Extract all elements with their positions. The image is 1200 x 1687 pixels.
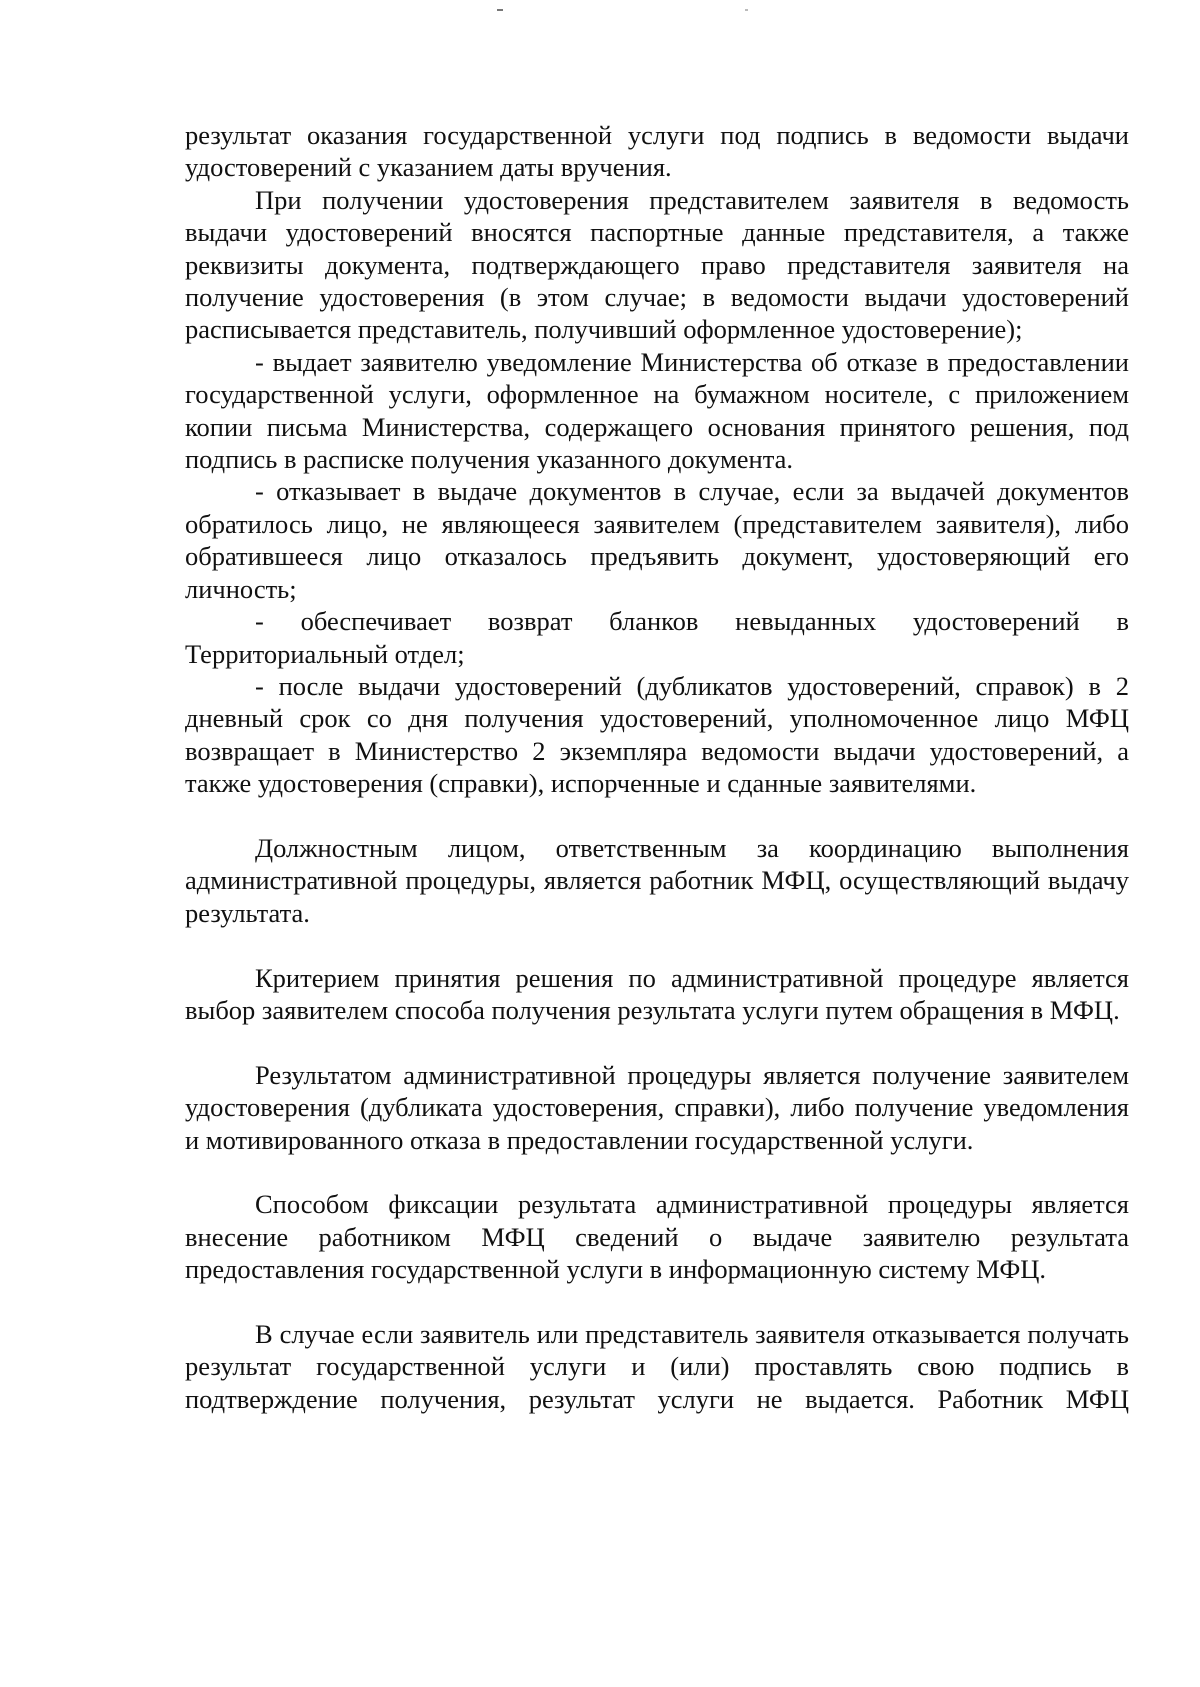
paragraph: В случае если заявитель или представитель заявителя отказывается получать результат государственной услуги и (или) проставлять свою подпись в подтверждение получения, результат услуги не выдается. Работник МФЦ: [185, 1318, 1129, 1414]
paragraph: Критерием принятия решения по административной процедуре является выбор заявителем способа получения результата услуги путем обращения в МФЦ.: [185, 962, 1129, 1025]
list-item: - отказывает в выдаче документов в случае, если за выдачей документов обратилось лицо, не являющееся заявителем (представителем заявителя), либо обратившееся лицо отказалось предъявить документ, удостоверяющий его личность;: [185, 476, 1129, 604]
paragraph: Результатом административной процедуры является получение заявителем удостоверения (дубликата удостоверения, справки), либо получение уведомления и мотивированного отказа в предоставлении государственной услуги.: [185, 1059, 1129, 1155]
list-item: - обеспечивает возврат бланков невыданных удостоверений в Территориальный отдел;: [185, 606, 1129, 669]
document-body: [185, 119, 1129, 1415]
paragraph: При получении удостоверения представителем заявителя в ведомость выдачи удостоверений вносятся паспортные данные представителя, а также реквизиты документа, подтверждающего право представителя заявителя на получение удостоверения (в этом случае; в ведомости выдачи удостоверений расписывается представитель, получивший оформленное удостоверение);: [185, 184, 1129, 345]
scan-artifact: [497, 9, 503, 11]
paragraph: результат оказания государственной услуги под подпись в ведомости выдачи удостоверений с указанием даты вручения.: [185, 120, 1129, 183]
list-item: - выдает заявителю уведомление Министерства об отказе в предоставлении государственной услуги, оформленное на бумажном носителе, с приложением копии письма Министерства, содержащего основания принятого решения, под подпись в расписке получения указанного документа.: [185, 346, 1129, 475]
list-item: - после выдачи удостоверений (дубликатов удостоверений, справок) в 2 дневный срок со дня получения удостоверений, уполномоченное лицо МФЦ возвращает в Министерство 2 экземпляра ведомости выдачи удостоверений, а также удостоверения (справки), испорченные и сданные заявителями.: [185, 670, 1129, 799]
paragraph: Должностным лицом, ответственным за координацию выполнения административной процедуры, является работник МФЦ, осуществляющий выдачу результата.: [185, 832, 1129, 928]
paragraph: Способом фиксации результата административной процедуры является внесение работником МФЦ сведений о выдаче заявителю результата предоставления государственной услуги в информационную систему МФЦ.: [185, 1189, 1129, 1285]
scan-artifact: [745, 9, 748, 11]
